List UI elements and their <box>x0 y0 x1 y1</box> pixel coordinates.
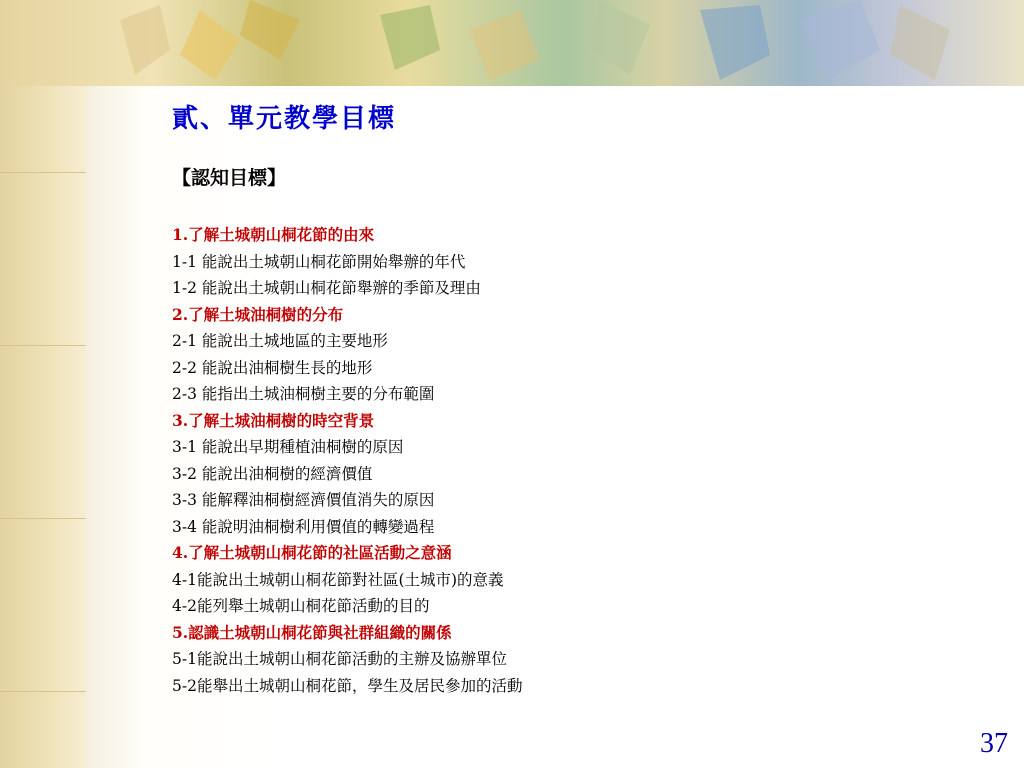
objective-item: 5-1能說出土城朝山桐花節活動的主辦及協辦單位 <box>172 650 507 668</box>
slide-title: 貳、單元教學目標 <box>172 104 397 134</box>
objectives-list <box>172 222 522 699</box>
objective-heading: 3.了解土城油桐樹的時空背景 <box>172 410 375 430</box>
objective-heading: 2.了解土城油桐樹的分布 <box>172 304 344 324</box>
strip-divider <box>0 172 86 173</box>
objective-item: 4-2能列舉土城朝山桐花節活動的目的 <box>172 597 430 615</box>
objective-heading: 1.了解土城朝山桐花節的由來 <box>172 225 375 244</box>
objective-heading: 5.認識土城朝山桐花節與社群組織的關係 <box>172 622 452 642</box>
left-decorative-strip <box>0 0 86 768</box>
objective-item: 4-1能說出土城朝山桐花節對社區(土城市)的意義 <box>172 570 504 589</box>
objective-item: 2-3 能指出土城油桐樹主要的分布範圍 <box>172 385 435 403</box>
leaf-pattern-icon <box>0 0 1024 86</box>
top-decorative-banner <box>0 0 1024 86</box>
strip-divider <box>0 345 86 346</box>
strip-divider <box>0 518 86 519</box>
section-subtitle: 【認知目標】 <box>172 167 287 189</box>
strip-divider <box>0 691 86 692</box>
objective-item: 2-1 能說出土城地區的主要地形 <box>172 332 388 350</box>
objective-heading: 4.了解土城朝山桐花節的社區活動之意涵 <box>172 543 452 562</box>
objective-item: 3-3 能解釋油桐樹經濟價值消失的原因 <box>172 491 435 509</box>
objective-item: 3-2 能說出油桐樹的經濟價值 <box>172 464 373 483</box>
page-number: 37 <box>980 728 1008 759</box>
objective-item: 5-2能舉出土城朝山桐花節，學生及居民參加的活動 <box>172 676 523 695</box>
objective-item: 1-2 能說出土城朝山桐花節舉辦的季節及理由 <box>172 279 481 297</box>
objective-item: 3-1 能說出早期種植油桐樹的原因 <box>172 438 404 456</box>
objective-item: 2-2 能說出油桐樹生長的地形 <box>172 358 373 377</box>
objective-item: 3-4 能說明油桐樹利用價值的轉變過程 <box>172 517 435 536</box>
objective-item: 1-1 能說出土城朝山桐花節開始舉辦的年代 <box>172 252 466 271</box>
